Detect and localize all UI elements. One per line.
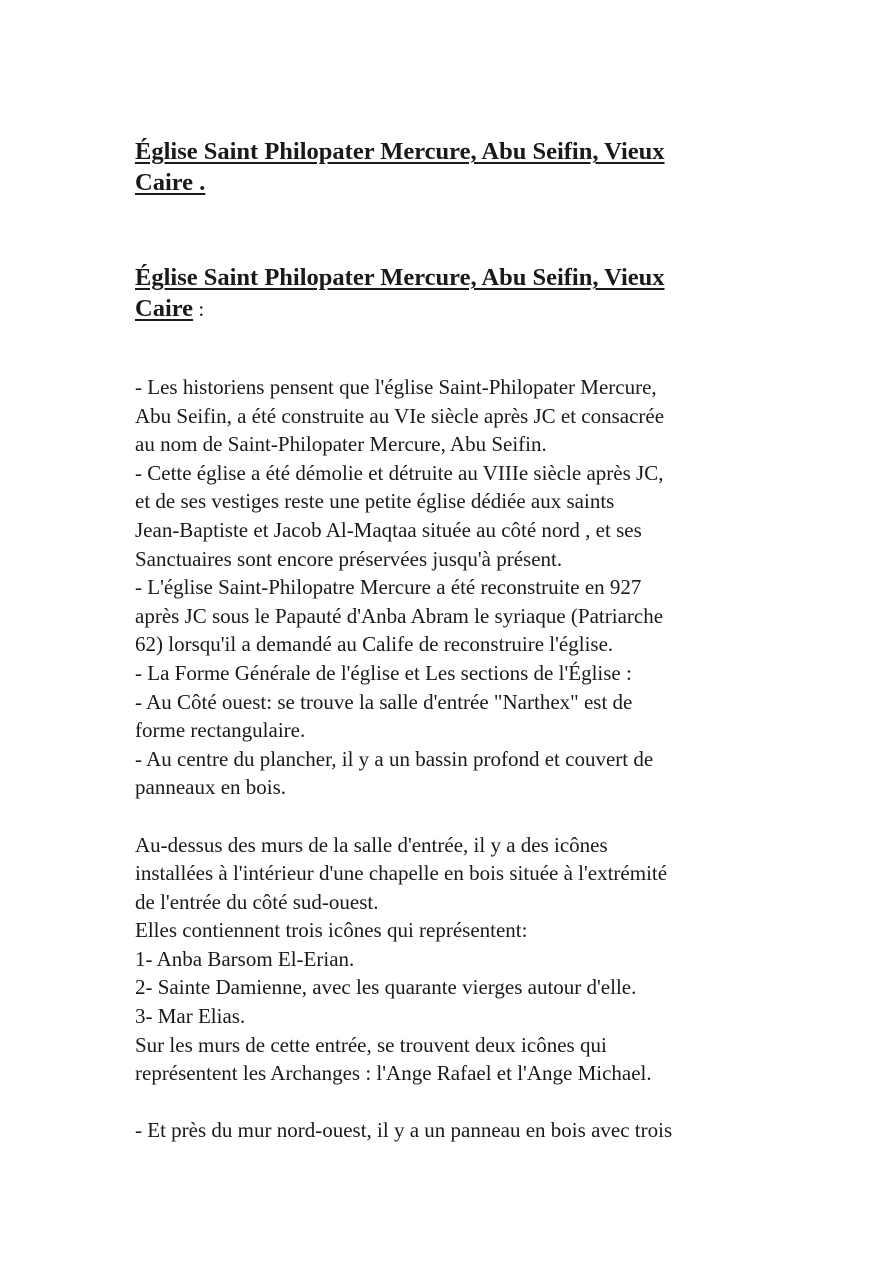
body-line: 2- Sainte Damienne, avec les quarante vierges autour d'elle. bbox=[135, 975, 637, 1000]
body-line: Jean-Baptiste et Jacob Al-Maqtaa située au côté nord , et ses bbox=[135, 517, 642, 542]
body-line: 62) lorsqu'il a demandé au Calife de reconstruire l'église. bbox=[135, 632, 614, 657]
body-line: - L'église Saint-Philopatre Mercure a été reconstruite en 927 bbox=[135, 575, 642, 600]
body-line: - Cette église a été démolie et détruite au VIIIe siècle après JC, bbox=[135, 460, 664, 485]
section-heading-line-2: Caire bbox=[135, 295, 194, 322]
body-line: après JC sous le Papauté d'Anba Abram le syriaque (Patriarche bbox=[135, 603, 664, 628]
body-line: panneaux en bois. bbox=[135, 775, 287, 800]
body-line: Elles contiennent trois icônes qui représentent: bbox=[135, 918, 528, 943]
section-heading bbox=[135, 262, 775, 325]
body-line: 1- Anba Barsom El-Erian. bbox=[135, 946, 355, 971]
document-title bbox=[135, 136, 775, 198]
body-line: - Les historiens pensent que l'église Saint-Philopater Mercure, bbox=[135, 375, 657, 399]
section-heading-line-1: Église Saint Philopater Mercure, Abu Seifin, Vieux bbox=[135, 264, 665, 291]
body-line: Au-dessus des murs de la salle d'entrée, il y a des icônes bbox=[135, 832, 608, 857]
body-line: installées à l'intérieur d'une chapelle en bois située à l'extrémité bbox=[135, 861, 668, 886]
body-line: Sur les murs de cette entrée, se trouvent deux icônes qui bbox=[135, 1032, 607, 1057]
body-line: Sanctuaires sont encore préservées jusqu'à présent. bbox=[135, 546, 563, 571]
document-page bbox=[135, 136, 775, 1145]
body-text bbox=[135, 373, 775, 1145]
body-line: - La Forme Générale de l'église et Les sections de l'Église : bbox=[135, 660, 632, 685]
body-line: Abu Seifin, a été construite au VIe siècle après JC et consacrée bbox=[135, 403, 665, 428]
body-line: au nom de Saint-Philopater Mercure, Abu Seifin. bbox=[135, 432, 547, 457]
title-line-2: Caire . bbox=[135, 169, 206, 196]
body-line: forme rectangulaire. bbox=[135, 718, 306, 743]
body-line: 3- Mar Elias. bbox=[135, 1004, 246, 1029]
paragraph-break bbox=[135, 1088, 775, 1117]
body-line: représentent les Archanges : l'Ange Rafael et l'Ange Michael. bbox=[135, 1061, 652, 1086]
body-line: - Et près du mur nord-ouest, il y a un panneau en bois avec trois bbox=[135, 1118, 673, 1143]
body-line: - Au Côté ouest: se trouve la salle d'entrée "Narthex" est de bbox=[135, 689, 633, 714]
paragraph-break bbox=[135, 802, 775, 831]
section-heading-line-2-wrap bbox=[135, 293, 775, 325]
section-heading-colon: : bbox=[193, 297, 205, 321]
body-line: de l'entrée du côté sud-ouest. bbox=[135, 889, 379, 914]
body-line: et de ses vestiges reste une petite église dédiée aux saints bbox=[135, 489, 615, 514]
title-line-1: Église Saint Philopater Mercure, Abu Seifin, Vieux bbox=[135, 138, 665, 165]
body-line: - Au centre du plancher, il y a un bassin profond et couvert de bbox=[135, 746, 654, 771]
